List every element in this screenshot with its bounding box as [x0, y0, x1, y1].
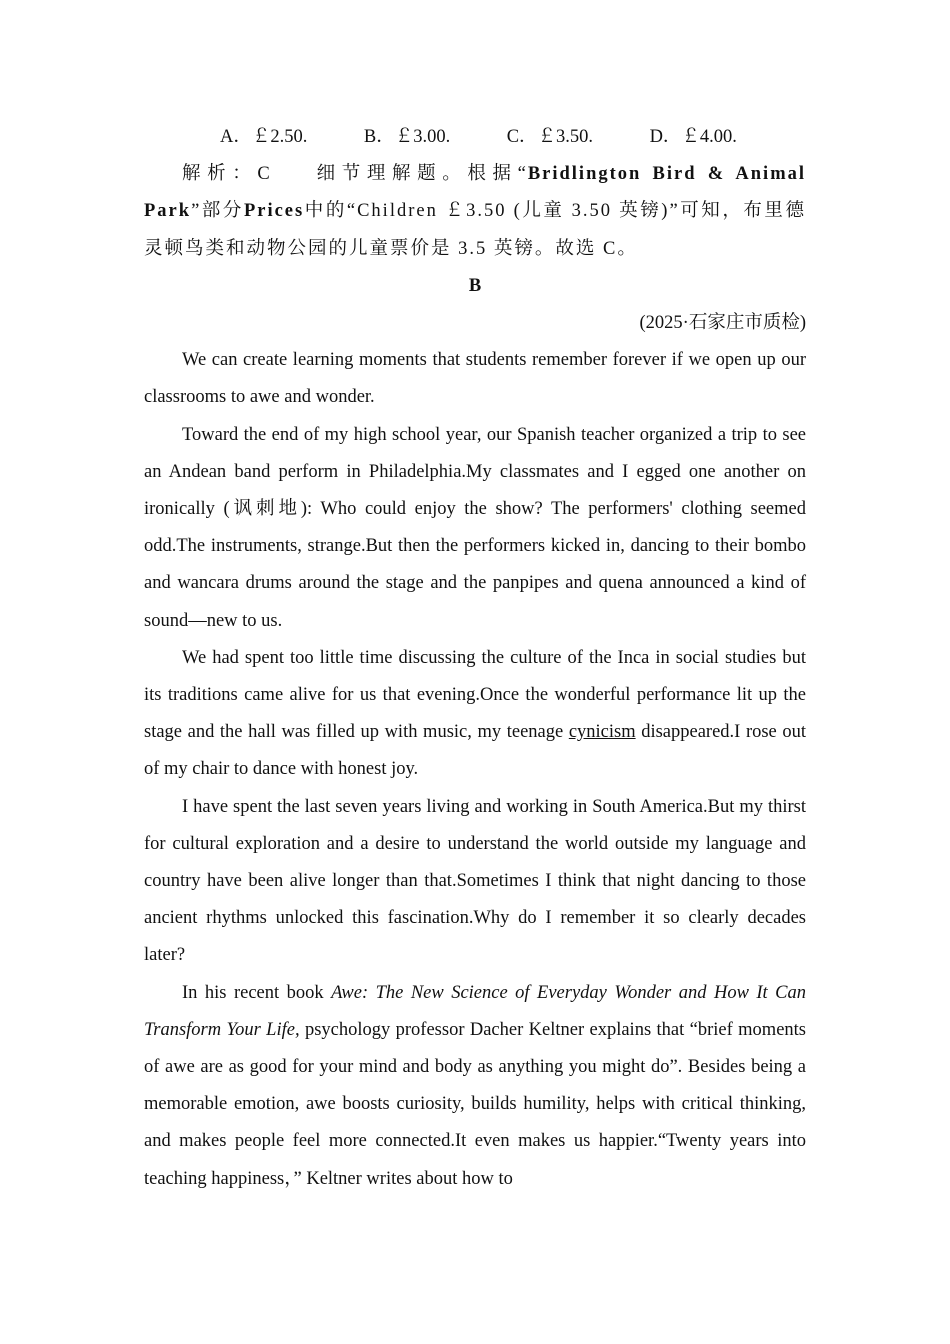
- paragraph-2: Toward the end of my high school year, our Spanish teacher organized a trip to see an Andean band perform in Philadelphia.My classmates and I egged one another on ironically (讽刺地): Who could enjoy the show? The performers' clothing seemed odd.The instruments, strange.But then the performers kicked in, dancing to their bombo and wancara drums around the stage and the panpipes and quena announced a kind of sound—new to us.: [144, 424, 806, 631]
- analysis-answer: C: [257, 164, 272, 185]
- section-source: (2025·石家庄市质检): [639, 313, 806, 334]
- option-d: D．￡4.00.: [649, 127, 737, 147]
- analysis-label: 解析：: [182, 164, 258, 185]
- underlined-word: cynicism: [568, 722, 636, 743]
- analysis-paragraph: [144, 156, 806, 268]
- analysis-text-2: ”部分: [191, 201, 244, 222]
- analysis-text-1: 细节理解题。根据“: [316, 164, 528, 185]
- paragraph-5-text-a: In his recent book: [182, 982, 332, 1003]
- paragraph-3-text-b: disappeared.I rose out of my chair to dance with honest joy.: [144, 722, 806, 780]
- section-title: B: [468, 275, 482, 296]
- document-page: [144, 119, 806, 1198]
- option-b: B．￡3.00.: [363, 127, 451, 147]
- analysis-bold-prices: Prices: [243, 201, 305, 222]
- book-title: Awe: The New Science of Everyday Wonder and How It Can Transform Your Life,: [144, 982, 807, 1040]
- paragraph-5: [144, 975, 806, 1198]
- analysis-bold-park: Bridlington Bird & Animal Park: [144, 164, 806, 222]
- paragraph-3-text-a: We had spent too little time discussing the culture of the Inca in social studies but its traditions came alive for us that evening.Once the wonderful performance lit up the stage and the hall was filled up with music, my teenage: [144, 647, 806, 743]
- paragraph-5-text-b: psychology professor Dacher Keltner explains that “brief moments of awe are as good for your mind and body as anything you might do”. Besides being a memorable emotion, awe boosts curiosity, builds humility, helps with critical thinking, and makes people feel more connected.It even makes us happier.“Twenty years into teaching happiness，” Keltner writes about how to: [144, 1019, 806, 1189]
- analysis-text-3: 中的“Children ￡3.50 (儿童 3.50 英镑)”可知，布里德灵顿鸟类和动物公园的儿童票价是 3.5 英镑。故选 C。: [144, 201, 806, 259]
- paragraph-1: We can create learning moments that students remember forever if we open up our classrooms to awe and wonder.: [144, 350, 806, 408]
- paragraph-3: [144, 640, 806, 789]
- option-a: A．￡2.50.: [220, 127, 308, 147]
- paragraph-4: I have spent the last seven years living and working in South America.But my thirst for cultural exploration and a desire to understand the world outside my language and country have been alive longer than that.Sometimes I think that night dancing to those ancient rhythms unlocked this fascination.Why do I remember it so clearly decades later?: [144, 796, 806, 966]
- option-c: C．￡3.50.: [506, 127, 594, 147]
- answer-options: [144, 119, 806, 156]
